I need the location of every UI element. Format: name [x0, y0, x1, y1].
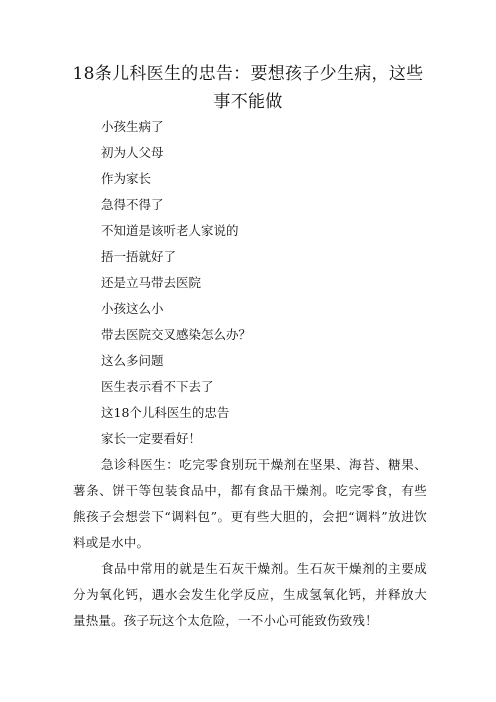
text-line: 小孩生病了: [101, 119, 164, 134]
text-line: 带去医院交叉感染怎么办？: [101, 327, 252, 342]
text-line: 小孩这么小: [101, 301, 164, 316]
text-line: 这18个儿科医生的忠告: [101, 405, 230, 420]
document-title: 18条儿科医生的忠告：要想孩子少生病，这些事不能做: [72, 64, 424, 112]
text-line: 急得不得了: [101, 197, 164, 212]
text-line: 这么多问题: [101, 353, 164, 368]
text-line: 家长一定要看好！: [101, 431, 202, 446]
body-paragraph: 急诊科医生：吃完零食别玩干燥剂在坚果、海苔、糖果、薯条、饼干等包装食品中，都有食品干燥剂。吃完零食，有些熊孩子会想尝下“调料包”。更有些大胆的，会把“调料”放进饮料或是水中。: [73, 457, 427, 550]
text-line: 作为家长: [101, 171, 152, 186]
text-line: 不知道是该听老人家说的: [101, 223, 239, 238]
document-body: [73, 114, 427, 634]
text-line: 捂一捂就好了: [101, 249, 177, 264]
text-line: 还是立马带去医院: [101, 275, 202, 290]
body-paragraph: 食品中常用的就是生石灰干燥剂。生石灰干燥剂的主要成分为氧化钙，遇水会发生化学反应，生成氢氧化钙，并释放大量热量。孩子玩这个太危险，一不小心可能致伤致残！: [73, 561, 427, 628]
text-line: 初为人父母: [101, 145, 164, 160]
text-line: 医生表示看不下去了: [101, 379, 214, 394]
